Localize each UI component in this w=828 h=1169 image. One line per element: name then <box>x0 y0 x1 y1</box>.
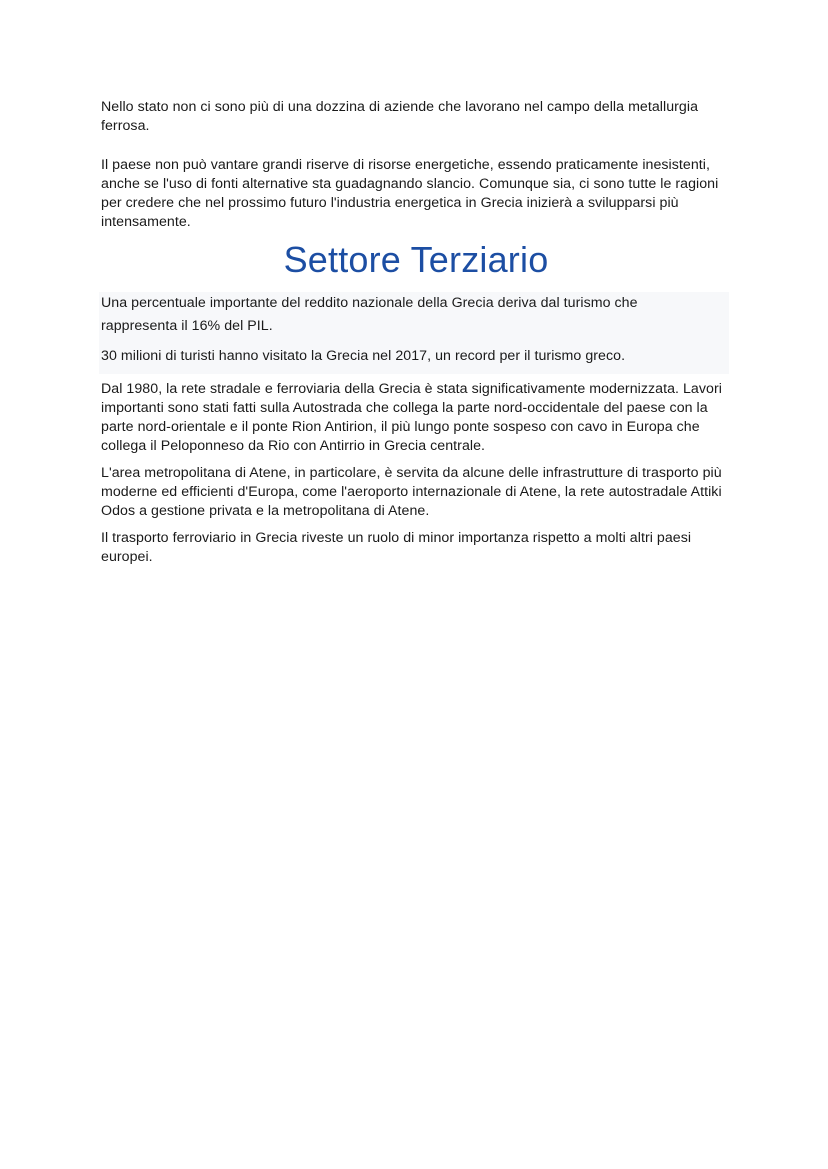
paragraph-tourism-gdp: Una percentuale importante del reddito nazionale della Grecia deriva dal turismo che rappresenta il 16% del PIL. <box>101 295 638 334</box>
paragraph-road-rail: Dal 1980, la rete stradale e ferroviaria della Grecia è stata significativamente modernizzata. Lavori importanti sono stati fatti sulla Autostrada che collega la parte nord-occidentale del paese con la parte nord-orientale e il ponte Rion Antirion, il più lungo ponte sospeso con cavo in Europa che collega il Peloponneso da Rio con Antirrio in Grecia centrale. <box>101 381 722 454</box>
paragraph-athens-infrastructure: L'area metropolitana di Atene, in particolare, è servita da alcune delle infrastrutture di trasporto più moderne ed efficienti d'Europa, come l'aeroporto internazionale di Atene, la rete autostradale Attiki Odos a gestione privata e la metropolitana di Atene. <box>101 465 722 519</box>
paragraph-energy: Il paese non può vantare grandi riserve di risorse energetiche, essendo praticamente inesistenti, anche se l'uso di fonti alternative sta guadagnando slancio. Comunque sia, ci sono tutte le ragioni per credere che nel prossimo futuro l'industria energetica in Grecia inizierà a svilupparsi più intensamente. <box>101 157 719 230</box>
section-title: Settore Terziario <box>283 239 549 280</box>
highlighted-block <box>99 292 729 374</box>
paragraph-rail-transport: Il trasporto ferroviario in Grecia riveste un ruolo di minor importanza rispetto a molti altri paesi europei. <box>101 530 692 565</box>
paragraph-tourists-2017: 30 milioni di turisti hanno visitato la Grecia nel 2017, un record per il turismo greco. <box>101 348 626 364</box>
paragraph-metallurgy: Nello stato non ci sono più di una dozzina di aziende che lavorano nel campo della metallurgia ferrosa. <box>101 99 699 134</box>
document-page <box>101 98 731 567</box>
paragraph-spacer <box>101 136 731 156</box>
